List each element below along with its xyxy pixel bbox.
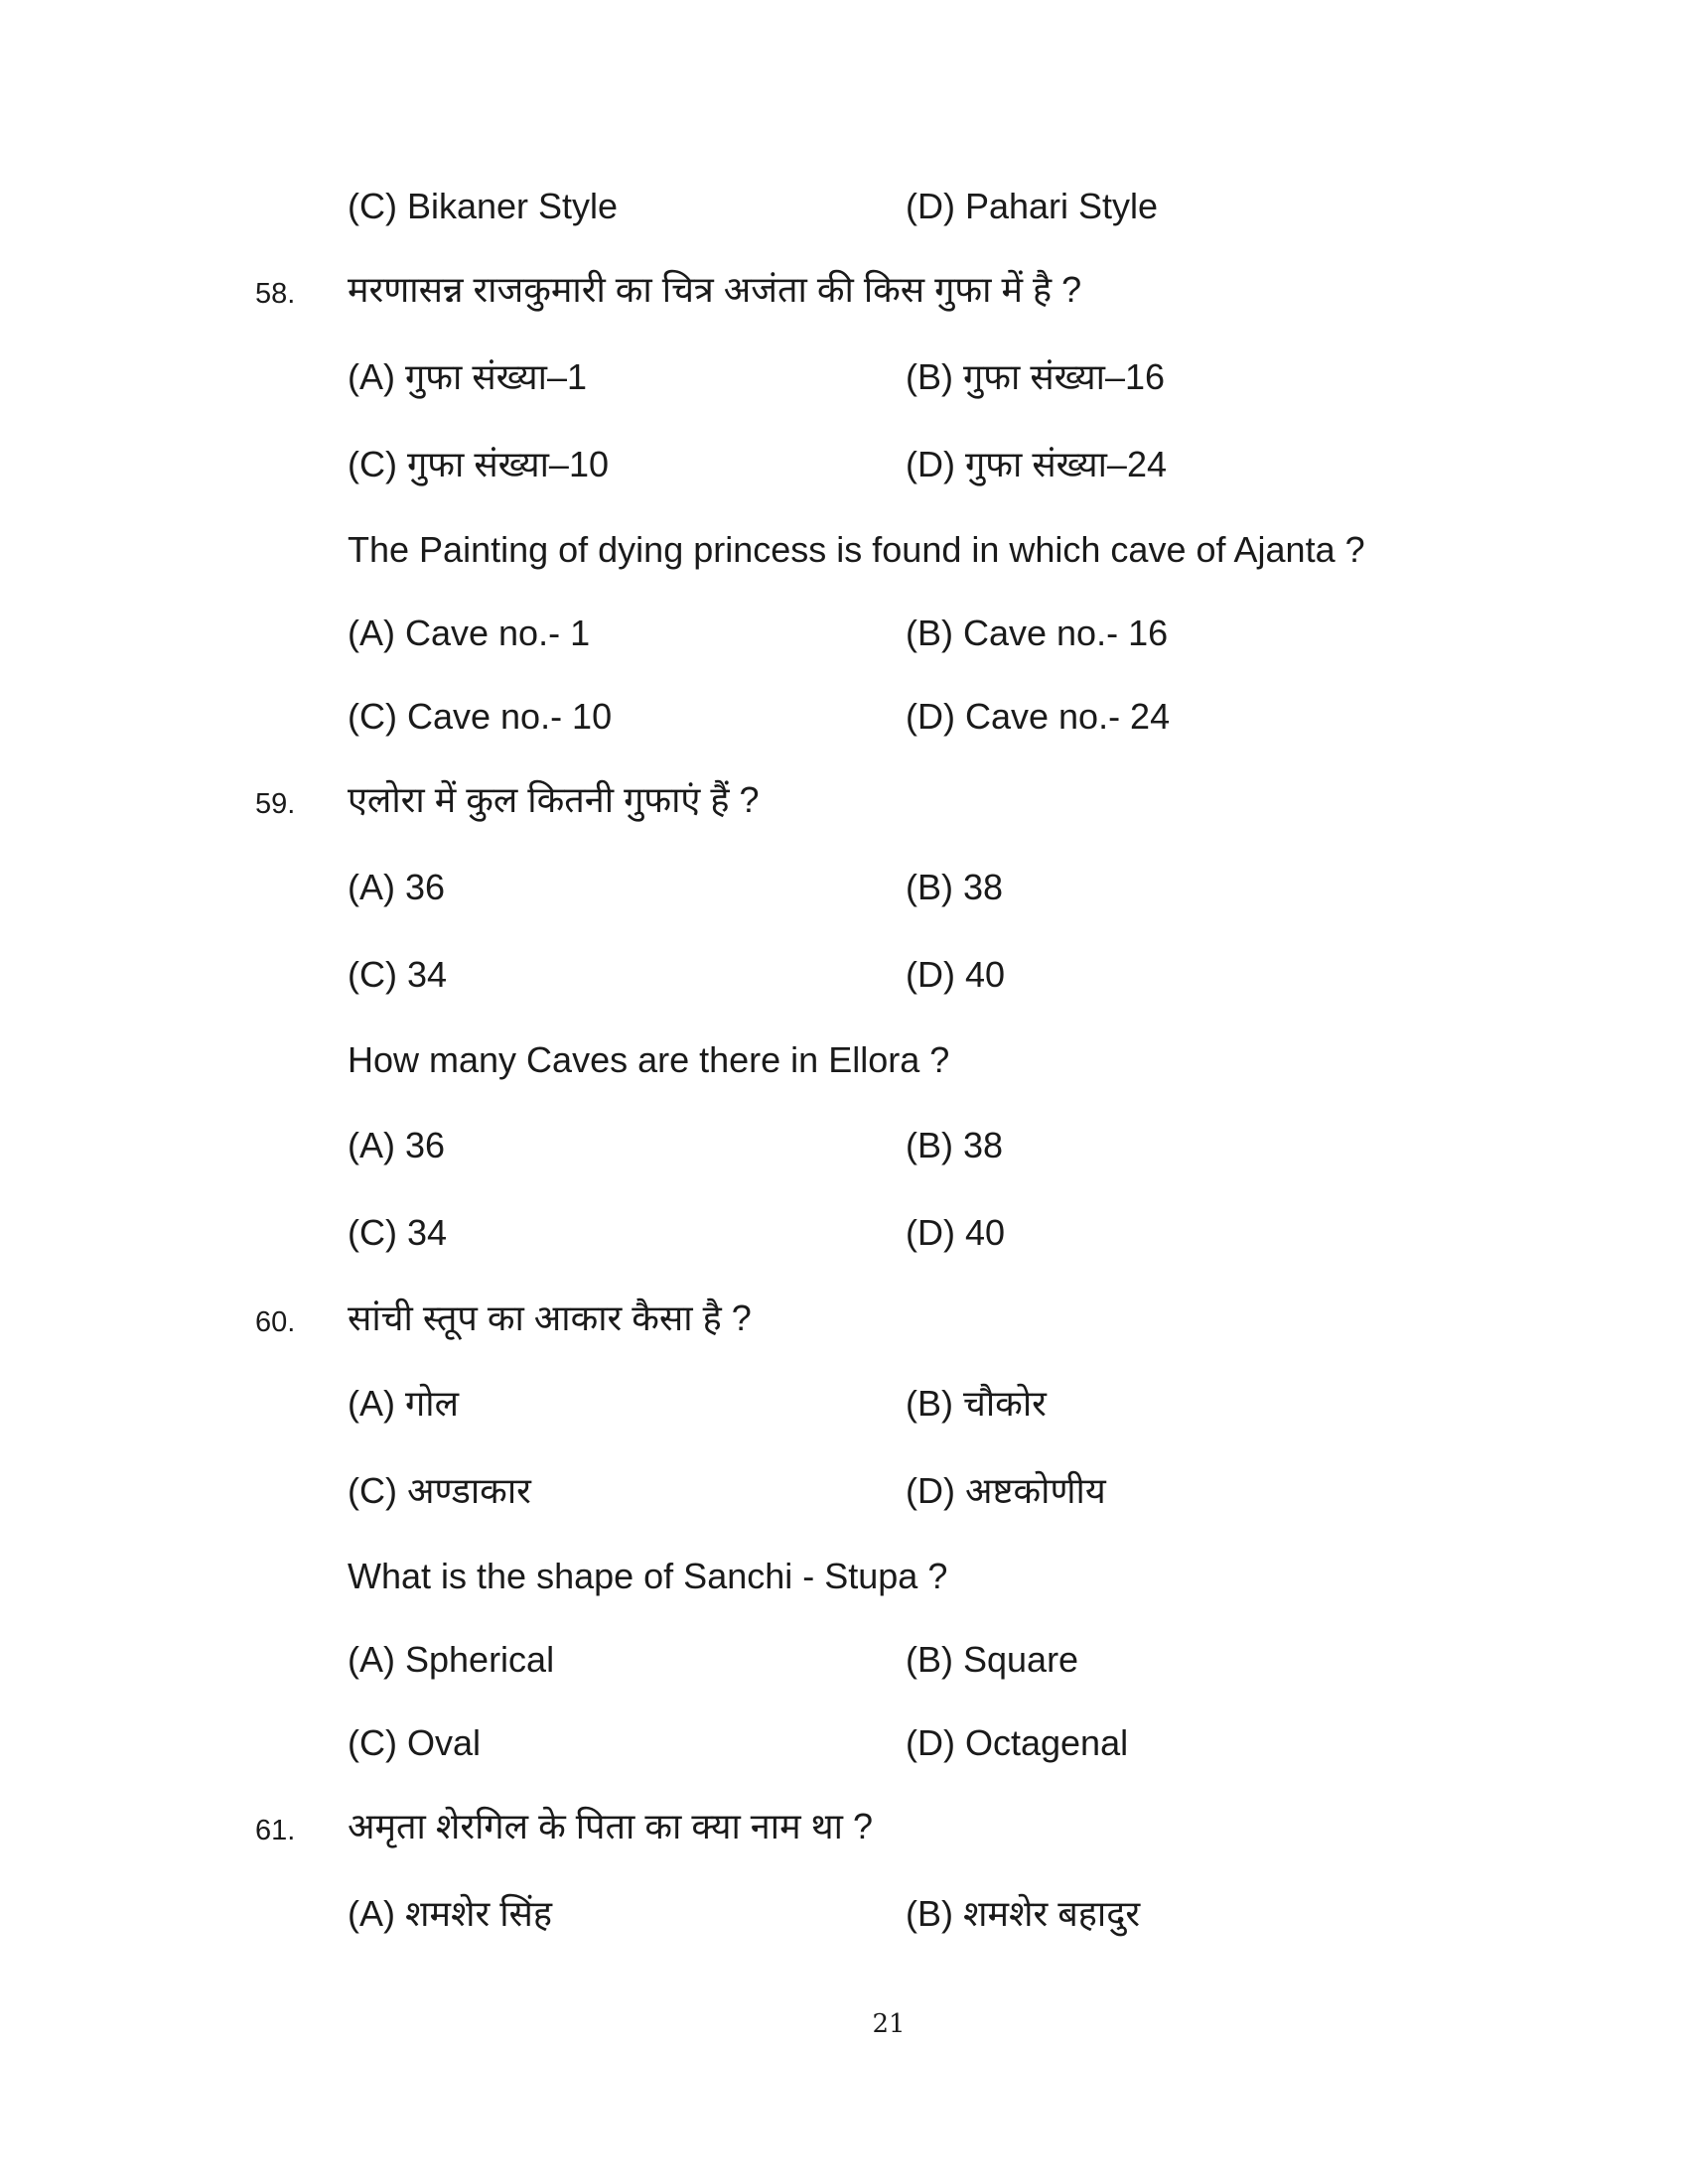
option-a-hindi: (A) शमशेर सिंह — [348, 1893, 552, 1934]
question-text-hindi: अमृता शेरगिल के पिता का क्या नाम था ? — [348, 1806, 873, 1846]
option-a-english: (A) Cave no.- 1 — [348, 613, 591, 653]
question-text-hindi: एलोरा में कुल कितनी गुफाएं हैं ? — [348, 779, 760, 820]
question-text-english: The Painting of dying princess is found in which cave of Ajanta ? — [348, 529, 1365, 570]
question-text-english: What is the shape of Sanchi - Stupa ? — [348, 1556, 948, 1596]
question-number: 60. — [255, 1306, 296, 1338]
option-b-hindi: (B) शमशेर बहादुर — [906, 1893, 1141, 1934]
option-c-english: (C) Cave no.- 10 — [348, 696, 613, 737]
option-c-hindi: (C) गुफा संख्या–10 — [348, 444, 609, 484]
option-c-hindi: (C) 34 — [348, 954, 448, 995]
question-number: 59. — [255, 788, 296, 820]
option-a-english: (A) 36 — [348, 1125, 446, 1165]
question-number: 61. — [255, 1815, 296, 1846]
option-c-english: (C) Oval — [348, 1722, 481, 1763]
option-b-hindi: (B) 38 — [906, 867, 1004, 907]
question-text-hindi: मरणासन्न राजकुमारी का चित्र अजंता की किस गुफा में है ? — [348, 269, 1082, 310]
option-a-hindi: (A) 36 — [348, 867, 446, 907]
option-c: (C) Bikaner Style — [348, 186, 619, 226]
option-d-english: (D) 40 — [906, 1212, 1006, 1253]
option-a-hindi: (A) गुफा संख्या–1 — [348, 356, 587, 397]
option-d-hindi: (D) 40 — [906, 954, 1006, 995]
option-a-hindi: (A) गोल — [348, 1383, 459, 1424]
option-b-english: (B) 38 — [906, 1125, 1004, 1165]
option-b-hindi: (B) चौकोर — [906, 1383, 1047, 1424]
option-d-hindi: (D) अष्टकोणीय — [906, 1470, 1106, 1511]
option-b-english: (B) Square — [906, 1639, 1079, 1680]
option-a-english: (A) Spherical — [348, 1639, 555, 1680]
option-d-hindi: (D) गुफा संख्या–24 — [906, 444, 1167, 484]
page-number: 21 — [872, 2009, 906, 2039]
option-d-english: (D) Octagenal — [906, 1722, 1129, 1763]
option-c-english: (C) 34 — [348, 1212, 448, 1253]
option-b-english: (B) Cave no.- 16 — [906, 613, 1169, 653]
question-text-english: How many Caves are there in Ellora ? — [348, 1039, 950, 1080]
question-number: 58. — [255, 278, 296, 310]
option-d-english: (D) Cave no.- 24 — [906, 696, 1171, 737]
question-text-hindi: सांची स्तूप का आकार कैसा है ? — [348, 1297, 752, 1338]
option-d: (D) Pahari Style — [906, 186, 1159, 226]
option-c-hindi: (C) अण्डाकार — [348, 1470, 531, 1511]
option-b-hindi: (B) गुफा संख्या–16 — [906, 356, 1166, 397]
